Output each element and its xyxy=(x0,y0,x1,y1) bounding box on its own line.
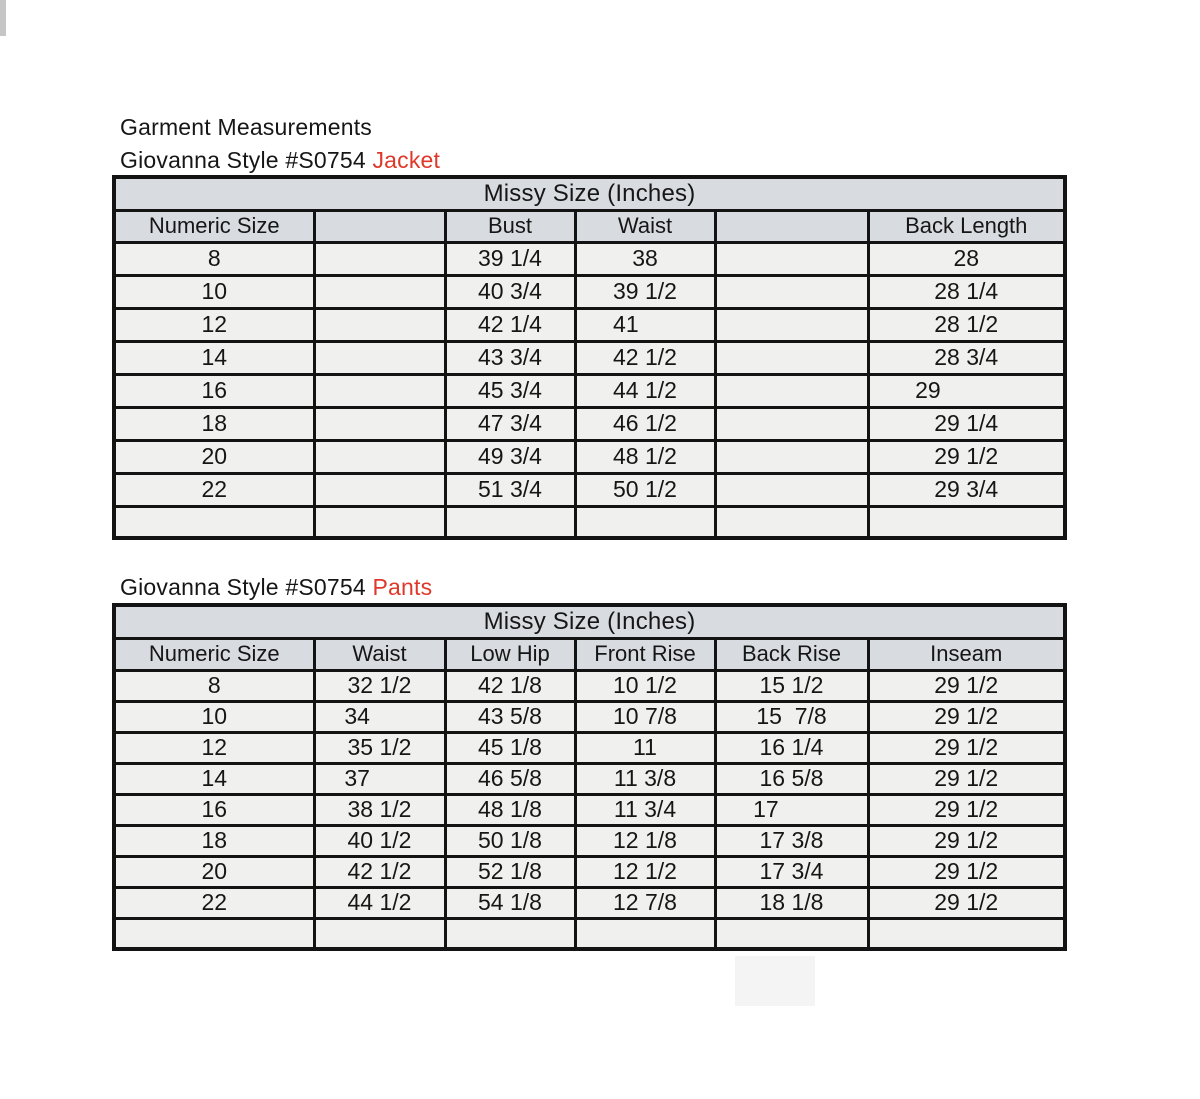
table-row xyxy=(114,856,1065,887)
measurement-cell: 39 1/4 xyxy=(445,242,575,275)
measurement-cell xyxy=(868,918,1065,949)
measurement-cell xyxy=(715,407,868,440)
measurement-cell: 28 1/2 xyxy=(868,308,1065,341)
column-header: Numeric Size xyxy=(114,210,314,242)
scan-artifact xyxy=(735,956,815,1006)
measurement-cell xyxy=(715,918,868,949)
measurement-cell: 16 5/8 xyxy=(715,763,868,794)
measurement-cell: 49 3/4 xyxy=(445,440,575,473)
measurement-cell: 15 7/8 xyxy=(715,701,868,732)
jacket-section xyxy=(112,146,1067,540)
measurement-cell: 28 xyxy=(868,242,1065,275)
measurement-cell: 39 1/2 xyxy=(575,275,715,308)
measurement-cell: 11 xyxy=(575,732,715,763)
size-cell: 12 xyxy=(114,308,314,341)
column-header: Low Hip xyxy=(445,638,575,670)
table-row xyxy=(114,506,1065,538)
measurement-cell: 29 1/2 xyxy=(868,732,1065,763)
measurement-cell: 29 1/2 xyxy=(868,440,1065,473)
pants-caption xyxy=(120,572,1067,603)
measurement-cell: 17 xyxy=(715,794,868,825)
measurement-cell: 29 1/2 xyxy=(868,856,1065,887)
measurement-cell: 42 1/2 xyxy=(314,856,445,887)
measurement-cell: 42 1/4 xyxy=(445,308,575,341)
table-size-group-title: Missy Size (Inches) xyxy=(114,605,1065,638)
measurement-cell xyxy=(715,473,868,506)
measurement-cell: 29 3/4 xyxy=(868,473,1065,506)
measurement-cell xyxy=(314,242,445,275)
measurement-cell: 48 1/8 xyxy=(445,794,575,825)
measurement-cell xyxy=(314,275,445,308)
measurement-cell: 42 1/8 xyxy=(445,670,575,701)
table-row xyxy=(114,763,1065,794)
column-header: Waist xyxy=(575,210,715,242)
measurement-cell: 48 1/2 xyxy=(575,440,715,473)
column-header: Numeric Size xyxy=(114,638,314,670)
measurement-cell xyxy=(314,918,445,949)
measurement-cell: 38 1/2 xyxy=(314,794,445,825)
measurement-cell xyxy=(715,440,868,473)
size-cell: 12 xyxy=(114,732,314,763)
table-size-group-title: Missy Size (Inches) xyxy=(114,177,1065,210)
measurement-cell xyxy=(314,374,445,407)
measurement-cell: 28 1/4 xyxy=(868,275,1065,308)
table-row xyxy=(114,308,1065,341)
measurement-cell: 29 1/2 xyxy=(868,825,1065,856)
measurement-cell: 15 1/2 xyxy=(715,670,868,701)
measurement-cell: 29 1/2 xyxy=(868,794,1065,825)
scan-artifact xyxy=(0,0,6,36)
pants-caption-garment-type: Pants xyxy=(372,574,433,600)
size-cell: 20 xyxy=(114,856,314,887)
measurement-cell: 41 xyxy=(575,308,715,341)
measurement-cell: 45 1/8 xyxy=(445,732,575,763)
table-row xyxy=(114,341,1065,374)
measurement-cell: 43 5/8 xyxy=(445,701,575,732)
column-header: Waist xyxy=(314,638,445,670)
measurement-cell: 10 1/2 xyxy=(575,670,715,701)
size-cell: 18 xyxy=(114,825,314,856)
document-title: Garment Measurements xyxy=(120,114,372,140)
measurement-cell: 46 1/2 xyxy=(575,407,715,440)
size-cell: 10 xyxy=(114,701,314,732)
measurement-cell: 32 1/2 xyxy=(314,670,445,701)
measurement-cell xyxy=(715,506,868,538)
measurement-cell: 42 1/2 xyxy=(575,341,715,374)
scan-artifact xyxy=(0,0,5,22)
table-row xyxy=(114,701,1065,732)
measurement-cell xyxy=(314,473,445,506)
table-row xyxy=(114,374,1065,407)
size-cell xyxy=(114,506,314,538)
measurement-cell: 29 1/2 xyxy=(868,701,1065,732)
measurement-cell: 44 1/2 xyxy=(314,887,445,918)
measurement-cell xyxy=(314,308,445,341)
column-header: Back Length xyxy=(868,210,1065,242)
table-row xyxy=(114,732,1065,763)
measurement-cell xyxy=(715,341,868,374)
table-row xyxy=(114,473,1065,506)
measurement-cell xyxy=(715,242,868,275)
scan-artifact xyxy=(0,0,5,26)
measurement-cell xyxy=(314,341,445,374)
jacket-caption xyxy=(120,146,1067,175)
measurement-cell: 12 7/8 xyxy=(575,887,715,918)
size-cell xyxy=(114,918,314,949)
measurement-cell xyxy=(575,918,715,949)
column-header: Back Rise xyxy=(715,638,868,670)
measurement-cell: 50 1/2 xyxy=(575,473,715,506)
measurement-cell: 51 3/4 xyxy=(445,473,575,506)
size-cell: 20 xyxy=(114,440,314,473)
pants-caption-style-number: Giovanna Style #S0754 xyxy=(120,574,373,600)
measurement-cell: 17 3/8 xyxy=(715,825,868,856)
column-header: Bust xyxy=(445,210,575,242)
jacket-caption-garment-type: Jacket xyxy=(372,147,441,173)
measurement-cell: 11 3/8 xyxy=(575,763,715,794)
measurement-cell: 47 3/4 xyxy=(445,407,575,440)
table-row xyxy=(114,887,1065,918)
measurement-cell xyxy=(445,918,575,949)
measurement-cell xyxy=(575,506,715,538)
size-cell: 8 xyxy=(114,670,314,701)
measurement-cell: 43 3/4 xyxy=(445,341,575,374)
measurement-cell: 29 xyxy=(868,374,1065,407)
size-cell: 10 xyxy=(114,275,314,308)
measurement-cell: 44 1/2 xyxy=(575,374,715,407)
measurement-cell: 12 1/8 xyxy=(575,825,715,856)
measurement-cell xyxy=(314,506,445,538)
table-row xyxy=(114,670,1065,701)
table-row xyxy=(114,242,1065,275)
table-row xyxy=(114,407,1065,440)
measurement-cell: 40 1/2 xyxy=(314,825,445,856)
measurement-cell: 45 3/4 xyxy=(445,374,575,407)
measurement-cell xyxy=(314,440,445,473)
column-header xyxy=(715,210,868,242)
measurement-cell: 37 xyxy=(314,763,445,794)
measurement-cell: 46 5/8 xyxy=(445,763,575,794)
measurement-cell: 29 1/4 xyxy=(868,407,1065,440)
jacket-measurements-table xyxy=(112,175,1067,540)
table-row xyxy=(114,794,1065,825)
table-row xyxy=(114,440,1065,473)
pants-section xyxy=(112,572,1067,951)
measurement-cell: 29 1/2 xyxy=(868,670,1065,701)
pants-measurements-table xyxy=(112,603,1067,951)
measurement-cell: 17 3/4 xyxy=(715,856,868,887)
size-cell: 14 xyxy=(114,341,314,374)
column-header xyxy=(314,210,445,242)
measurement-cell: 10 7/8 xyxy=(575,701,715,732)
size-cell: 16 xyxy=(114,794,314,825)
measurement-cell xyxy=(715,374,868,407)
size-cell: 16 xyxy=(114,374,314,407)
column-header: Front Rise xyxy=(575,638,715,670)
measurement-cell: 50 1/8 xyxy=(445,825,575,856)
table-row xyxy=(114,918,1065,949)
table-row xyxy=(114,825,1065,856)
measurement-cell: 34 xyxy=(314,701,445,732)
measurement-cell: 12 1/2 xyxy=(575,856,715,887)
measurement-cell: 52 1/8 xyxy=(445,856,575,887)
measurement-cell: 40 3/4 xyxy=(445,275,575,308)
measurement-cell: 54 1/8 xyxy=(445,887,575,918)
size-cell: 22 xyxy=(114,887,314,918)
measurement-cell xyxy=(715,275,868,308)
measurement-cell xyxy=(314,407,445,440)
measurement-cell: 38 xyxy=(575,242,715,275)
measurement-cell xyxy=(868,506,1065,538)
column-header: Inseam xyxy=(868,638,1065,670)
size-cell: 8 xyxy=(114,242,314,275)
scan-artifact xyxy=(0,0,6,36)
size-cell: 22 xyxy=(114,473,314,506)
measurement-cell: 35 1/2 xyxy=(314,732,445,763)
measurement-cell xyxy=(715,308,868,341)
measurement-cell xyxy=(445,506,575,538)
measurement-cell: 29 1/2 xyxy=(868,887,1065,918)
measurement-cell: 28 3/4 xyxy=(868,341,1065,374)
measurement-cell: 11 3/4 xyxy=(575,794,715,825)
size-cell: 18 xyxy=(114,407,314,440)
size-cell: 14 xyxy=(114,763,314,794)
measurement-cell: 29 1/2 xyxy=(868,763,1065,794)
measurement-cell: 18 1/8 xyxy=(715,887,868,918)
jacket-caption-style-number: Giovanna Style #S0754 xyxy=(120,147,373,173)
table-row xyxy=(114,275,1065,308)
measurement-cell: 16 1/4 xyxy=(715,732,868,763)
